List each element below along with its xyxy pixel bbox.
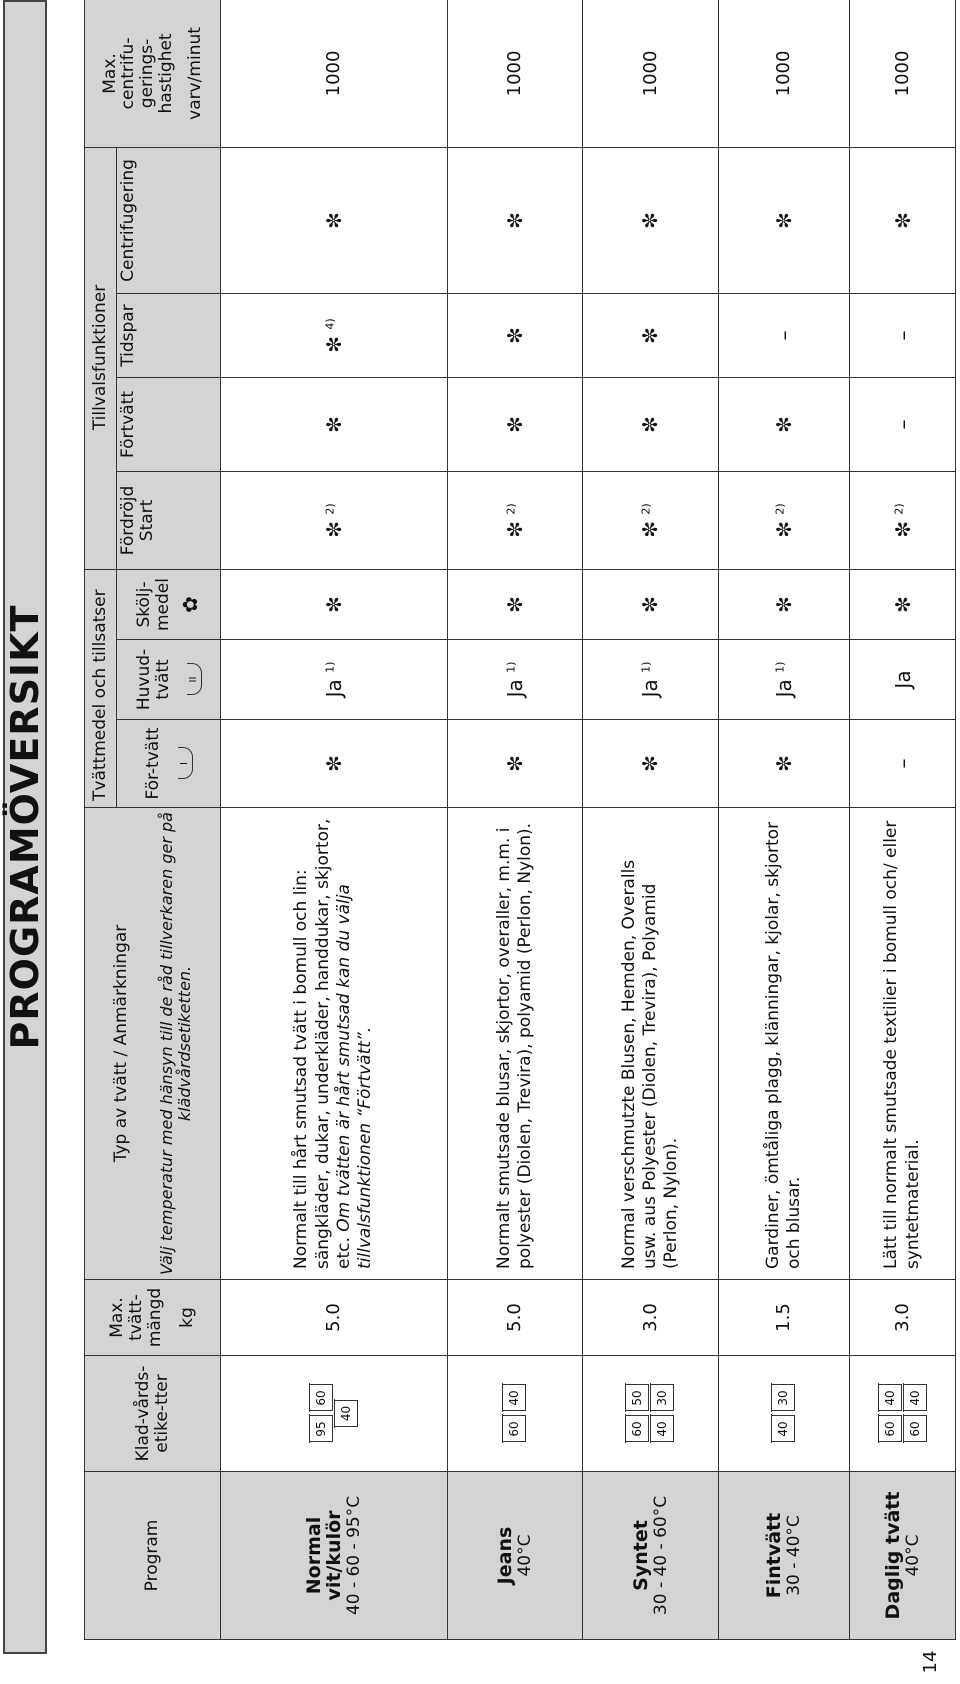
program-temp: 30 - 40 - 60°C — [650, 1495, 671, 1616]
max-load-cell: 5.0 — [221, 1280, 448, 1356]
table-row — [583, 0, 719, 1640]
washtub-II-icon: II — [187, 664, 202, 696]
table-row — [718, 0, 849, 1640]
spin-cell-value: ✼ — [771, 212, 796, 229]
prewash-cell-value: ✼ — [638, 755, 663, 772]
title-bar — [3, 0, 47, 1654]
care-label-tub-icon: 30 — [651, 1385, 674, 1412]
spin-cell — [583, 147, 719, 293]
delayed-start-cell — [221, 472, 448, 570]
timesaver-cell — [221, 294, 448, 378]
description-text: Gardiner, ömtåliga plagg, klänningar, kjolar, skjortor och blusar. — [762, 821, 804, 1269]
description-note: Om tvätten är hårt smutsad kan du välja tillvalsfunktionen “Förtvätt”. — [333, 884, 376, 1269]
care-labels-cell — [583, 1356, 719, 1472]
care-label-tub-icon: 60 — [626, 1416, 649, 1443]
softener-cell-value: ✼ — [638, 596, 663, 613]
opt-prewash-cell — [718, 378, 849, 472]
mainwash-cell-value: Ja — [771, 679, 796, 698]
header-mainwash-label: Huvud-tvätt — [133, 648, 173, 711]
care-label-tub-icon: 40 — [772, 1416, 795, 1443]
delayed-start-cell-footnote: 2) — [504, 503, 518, 515]
max-load-cell: 5.0 — [447, 1280, 583, 1356]
description-text: Normal verschmutzte Blusen, Hemden, Overalls usw. aus Polyester (Diolen, Trevira), Polyamid (Perlon, Nylon). — [618, 859, 682, 1269]
header-load-line2: tvätt- — [125, 1294, 146, 1341]
program-table — [84, 0, 956, 1640]
spin-cell-value: ✼ — [638, 212, 663, 229]
max-spin-cell: 1000 — [583, 0, 719, 147]
description-cell — [447, 808, 583, 1280]
header-mainwash — [117, 640, 221, 720]
program-name-cell — [718, 1472, 849, 1640]
spin-cell-value: ✼ — [890, 212, 915, 229]
prewash-cell — [447, 720, 583, 808]
program-temp: 40 - 60 - 95°C — [344, 1495, 365, 1616]
mainwash-cell-value: Ja — [502, 679, 527, 698]
delayed-start-cell — [447, 472, 583, 570]
program-temp: 40°C — [902, 1534, 923, 1577]
program-name-cell — [221, 1472, 448, 1640]
timesaver-cell — [850, 294, 956, 378]
delayed-start-cell-value: ✼ — [890, 520, 915, 538]
prewash-cell-value: ✼ — [771, 755, 796, 772]
softener-cell-value: ✼ — [502, 596, 527, 613]
timesaver-cell — [447, 294, 583, 378]
prewash-cell-value: – — [890, 758, 915, 769]
mainwash-cell-footnote: 1) — [773, 661, 787, 673]
mainwash-cell-footnote: 1) — [323, 661, 337, 673]
description-cell — [718, 808, 849, 1280]
care-label-tub-icon: 40 — [904, 1385, 927, 1412]
delayed-start-cell-value: ✼ — [771, 520, 796, 538]
prewash-cell — [583, 720, 719, 808]
softener-cell — [718, 570, 849, 640]
header-max-spin-line4: hastighet — [155, 33, 176, 114]
opt-prewash-cell — [447, 378, 583, 472]
delayed-start-cell-value: ✼ — [502, 520, 527, 538]
prewash-cell — [221, 720, 448, 808]
softener-cell-value: ✼ — [321, 596, 346, 613]
header-load — [85, 1280, 221, 1356]
header-max-spin-line3: gerings- — [137, 38, 158, 109]
spin-cell — [221, 147, 448, 293]
program-temp: 30 - 40°C — [783, 1515, 804, 1596]
header-prewash-label: För-tvätt — [143, 727, 164, 800]
softener-cell — [221, 570, 448, 640]
header-load-line3: mängd — [144, 1287, 165, 1348]
table-row — [221, 0, 448, 1640]
program-name-line1: Jeans — [494, 1526, 517, 1585]
max-spin-cell: 1000 — [447, 0, 583, 147]
delayed-start-cell-footnote: 2) — [323, 503, 337, 515]
header-delayed-start: Fördröjd Start — [117, 472, 221, 570]
max-spin-cell: 1000 — [850, 0, 956, 147]
opt-prewash-cell-value: ✼ — [502, 416, 527, 433]
header-program: Program — [85, 1472, 221, 1640]
spin-cell — [850, 147, 956, 293]
care-labels-cell — [718, 1356, 849, 1472]
header-softener-label: Skölj-medel — [134, 578, 174, 631]
description-text: Lätt till normalt smutsade textilier i bomull och/ eller syntetmaterial. — [881, 820, 923, 1269]
program-name-line1: Fintvätt — [763, 1512, 786, 1599]
mainwash-cell — [221, 640, 448, 720]
care-label-tub-icon: 40 — [503, 1385, 526, 1412]
program-name-line2: vit/kulör — [323, 1510, 346, 1601]
mainwash-cell-footnote: 1) — [639, 661, 653, 673]
delayed-start-cell — [583, 472, 719, 570]
header-opt-prewash: Förtvätt — [117, 378, 221, 472]
mainwash-cell — [583, 640, 719, 720]
mainwash-cell-value: Ja — [638, 679, 663, 698]
washtub-I-icon: I — [178, 748, 193, 780]
opt-prewash-cell-value: ✼ — [638, 416, 663, 433]
care-label-tub-icon: 30 — [772, 1385, 795, 1412]
header-timesaver: Tidspar — [117, 294, 221, 378]
mainwash-cell-footnote: 1) — [504, 661, 518, 673]
program-name-cell — [850, 1472, 956, 1640]
page-number: 14 — [920, 1650, 941, 1674]
header-detergent-group: Tvättmedel och tillsatser — [85, 570, 117, 808]
description-text: Normalt smutsade blusar, skjortor, overaller, m.m. i polyester (Diolen, Trevira), polyamid (Perlon, Nylon). — [493, 822, 535, 1269]
timesaver-cell — [583, 294, 719, 378]
header-options-group: Tillvalsfunktioner — [85, 147, 117, 569]
table-row — [850, 0, 956, 1640]
max-spin-cell: 1000 — [221, 0, 448, 147]
prewash-cell — [718, 720, 849, 808]
opt-prewash-cell-value: ✼ — [771, 416, 796, 433]
mainwash-cell-value: Ja — [890, 670, 915, 689]
header-max-spin-unit: varv/minut — [184, 27, 205, 120]
program-temp: 40°C — [515, 1534, 536, 1577]
table-row — [447, 0, 583, 1640]
care-label-tub-icon: 40 — [651, 1416, 674, 1443]
care-label-tub-icon: 95 — [310, 1416, 333, 1443]
header-max-spin-line2: centrifu- — [118, 37, 139, 110]
header-prewash — [117, 720, 221, 808]
header-max-spin-line1: Max. — [99, 53, 120, 94]
header-type-title: Typ av tvätt / Anmärkningar — [110, 924, 131, 1163]
opt-prewash-cell-value: ✼ — [321, 416, 346, 433]
delayed-start-cell-footnote: 2) — [773, 503, 787, 515]
header-softener — [117, 570, 221, 640]
care-label-tub-icon: 40 — [879, 1385, 902, 1412]
prewash-cell-value: ✼ — [502, 755, 527, 772]
timesaver-cell-value: ✼ — [502, 327, 527, 344]
opt-prewash-cell-value: – — [890, 419, 915, 430]
description-text: Normalt till hårt smutsad tvätt i bomull och lin: sängkläder, dukar, underkläder, handdukar, skjortor, etc. — [291, 818, 354, 1269]
care-labels-cell — [221, 1356, 448, 1472]
softener-cell-value: ✼ — [890, 596, 915, 613]
program-name-line1: Syntet — [629, 1520, 652, 1591]
program-rows — [221, 0, 956, 1640]
opt-prewash-cell — [850, 378, 956, 472]
care-label-tub-icon: 60 — [879, 1416, 902, 1443]
care-label-tub-icon: 60 — [503, 1416, 526, 1443]
care-label-tub-icon: 60 — [904, 1416, 927, 1443]
timesaver-cell-value: ✼ — [321, 335, 346, 353]
opt-prewash-cell — [583, 378, 719, 472]
timesaver-cell-footnote: 4) — [323, 318, 337, 330]
description-cell — [221, 808, 448, 1280]
prewash-cell — [850, 720, 956, 808]
softener-cell-value: ✼ — [771, 596, 796, 613]
opt-prewash-cell — [221, 378, 448, 472]
care-label-tub-icon: 40 — [335, 1400, 358, 1427]
timesaver-cell — [718, 294, 849, 378]
softener-cell — [850, 570, 956, 640]
timesaver-cell-value: – — [771, 330, 796, 341]
description-cell — [583, 808, 719, 1280]
header-load-unit: kg — [177, 1307, 198, 1328]
mainwash-cell — [447, 640, 583, 720]
softener-cell — [447, 570, 583, 640]
max-load-cell: 3.0 — [583, 1280, 719, 1356]
max-load-cell: 3.0 — [850, 1280, 956, 1356]
description-cell — [850, 808, 956, 1280]
header-spin: Centrifugering — [117, 147, 221, 293]
softener-cell — [583, 570, 719, 640]
care-label-tub-icon: 60 — [310, 1385, 333, 1412]
delayed-start-cell-footnote: 2) — [891, 503, 905, 515]
mainwash-cell — [718, 640, 849, 720]
program-name-cell — [447, 1472, 583, 1640]
delayed-start-cell-value: ✼ — [638, 520, 663, 538]
header-type-note: Välj temperatur med hänsyn till de råd tillverkaren ger på klädvårdsetiketten. — [157, 812, 194, 1275]
care-labels-cell — [447, 1356, 583, 1472]
max-spin-cell: 1000 — [718, 0, 849, 147]
program-name-cell — [583, 1472, 719, 1640]
mainwash-cell — [850, 640, 956, 720]
max-load-cell: 1.5 — [718, 1280, 849, 1356]
mainwash-cell-value: Ja — [321, 679, 346, 698]
prewash-cell-value: ✼ — [321, 755, 346, 772]
care-labels-cell — [850, 1356, 956, 1472]
delayed-start-cell — [718, 472, 849, 570]
timesaver-cell-value: ✼ — [638, 327, 663, 344]
spin-cell-value: ✼ — [502, 212, 527, 229]
delayed-start-cell-value: ✼ — [321, 520, 346, 538]
program-name-line1: Daglig tvätt — [881, 1491, 904, 1620]
timesaver-cell-value: – — [890, 330, 915, 341]
spin-cell — [718, 147, 849, 293]
page-title: PROGRAMÖVERSIKT — [3, 604, 47, 1050]
flower-icon: ✿ — [177, 596, 202, 613]
header-type — [85, 808, 221, 1280]
delayed-start-cell-footnote: 2) — [639, 503, 653, 515]
header-max-spin — [85, 0, 221, 147]
header-labels: Klad-vårds-etike-tter — [85, 1356, 221, 1472]
spin-cell-value: ✼ — [321, 212, 346, 229]
spin-cell — [447, 147, 583, 293]
delayed-start-cell — [850, 472, 956, 570]
header-load-line1: Max. — [107, 1297, 128, 1338]
program-name-line1: Normal — [302, 1516, 325, 1595]
care-label-tub-icon: 50 — [626, 1385, 649, 1412]
